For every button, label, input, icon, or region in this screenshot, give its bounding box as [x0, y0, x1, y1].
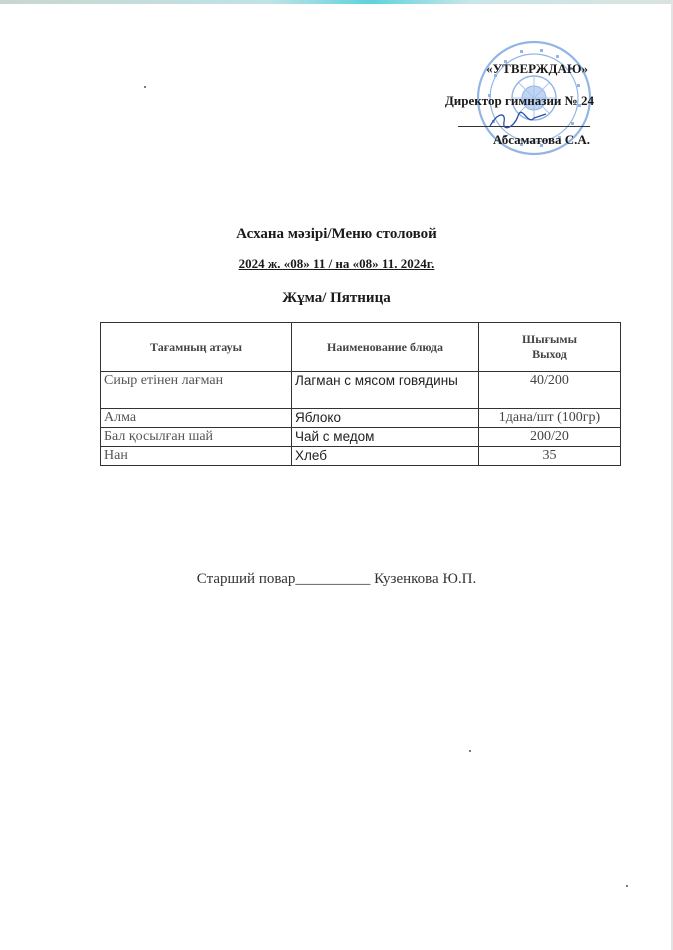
column-header-output-kz: Шығымы [522, 332, 577, 346]
table-row [101, 372, 621, 409]
table-header-row [101, 323, 621, 372]
dish-output: 1дана/шт (100гр) [479, 409, 621, 428]
scan-speck [469, 750, 471, 752]
dish-name-kz: Бал қосылған шай [101, 428, 292, 447]
dish-name-kz: Нан [101, 447, 292, 466]
director-position: Директор гимназии № 24 [444, 93, 594, 108]
column-header-output-ru: Выход [532, 347, 567, 361]
column-header-output [479, 323, 621, 372]
table-row [101, 428, 621, 447]
dish-name-kz: Алма [101, 409, 292, 428]
dish-output: 35 [479, 447, 621, 466]
column-header-kz: Тағамның атауы [101, 323, 292, 372]
scan-speck [626, 885, 628, 887]
dish-name-ru: Яблоко [292, 409, 479, 428]
table-row [101, 409, 621, 428]
dish-name-ru: Чай с медом [292, 428, 479, 447]
chef-signature-line: Старший повар__________ Кузенкова Ю.П. [196, 571, 477, 587]
scan-speck [144, 86, 146, 88]
menu-day: Жұма/ Пятница [282, 290, 391, 306]
signature-icon [488, 108, 548, 132]
scan-top-edge [0, 0, 673, 4]
table-row [101, 447, 621, 466]
menu-date: 2024 ж. «08» 11 / на «08» 11. 2024г. [238, 256, 435, 271]
dish-name-ru: Лагман с мясом говядины [292, 372, 479, 409]
menu-table [100, 322, 621, 466]
director-name: Абсаматова С.А. [492, 132, 590, 147]
approve-label: «УТВЕРЖДАЮ» [486, 61, 588, 76]
column-header-ru: Наименование блюда [292, 323, 479, 372]
dish-name-ru: Хлеб [292, 447, 479, 466]
dish-output: 40/200 [479, 372, 621, 409]
dish-output: 200/20 [479, 428, 621, 447]
dish-name-kz: Сиыр етінен лағман [101, 372, 292, 409]
menu-title: Асхана мәзірі/Меню столовой [236, 226, 437, 242]
